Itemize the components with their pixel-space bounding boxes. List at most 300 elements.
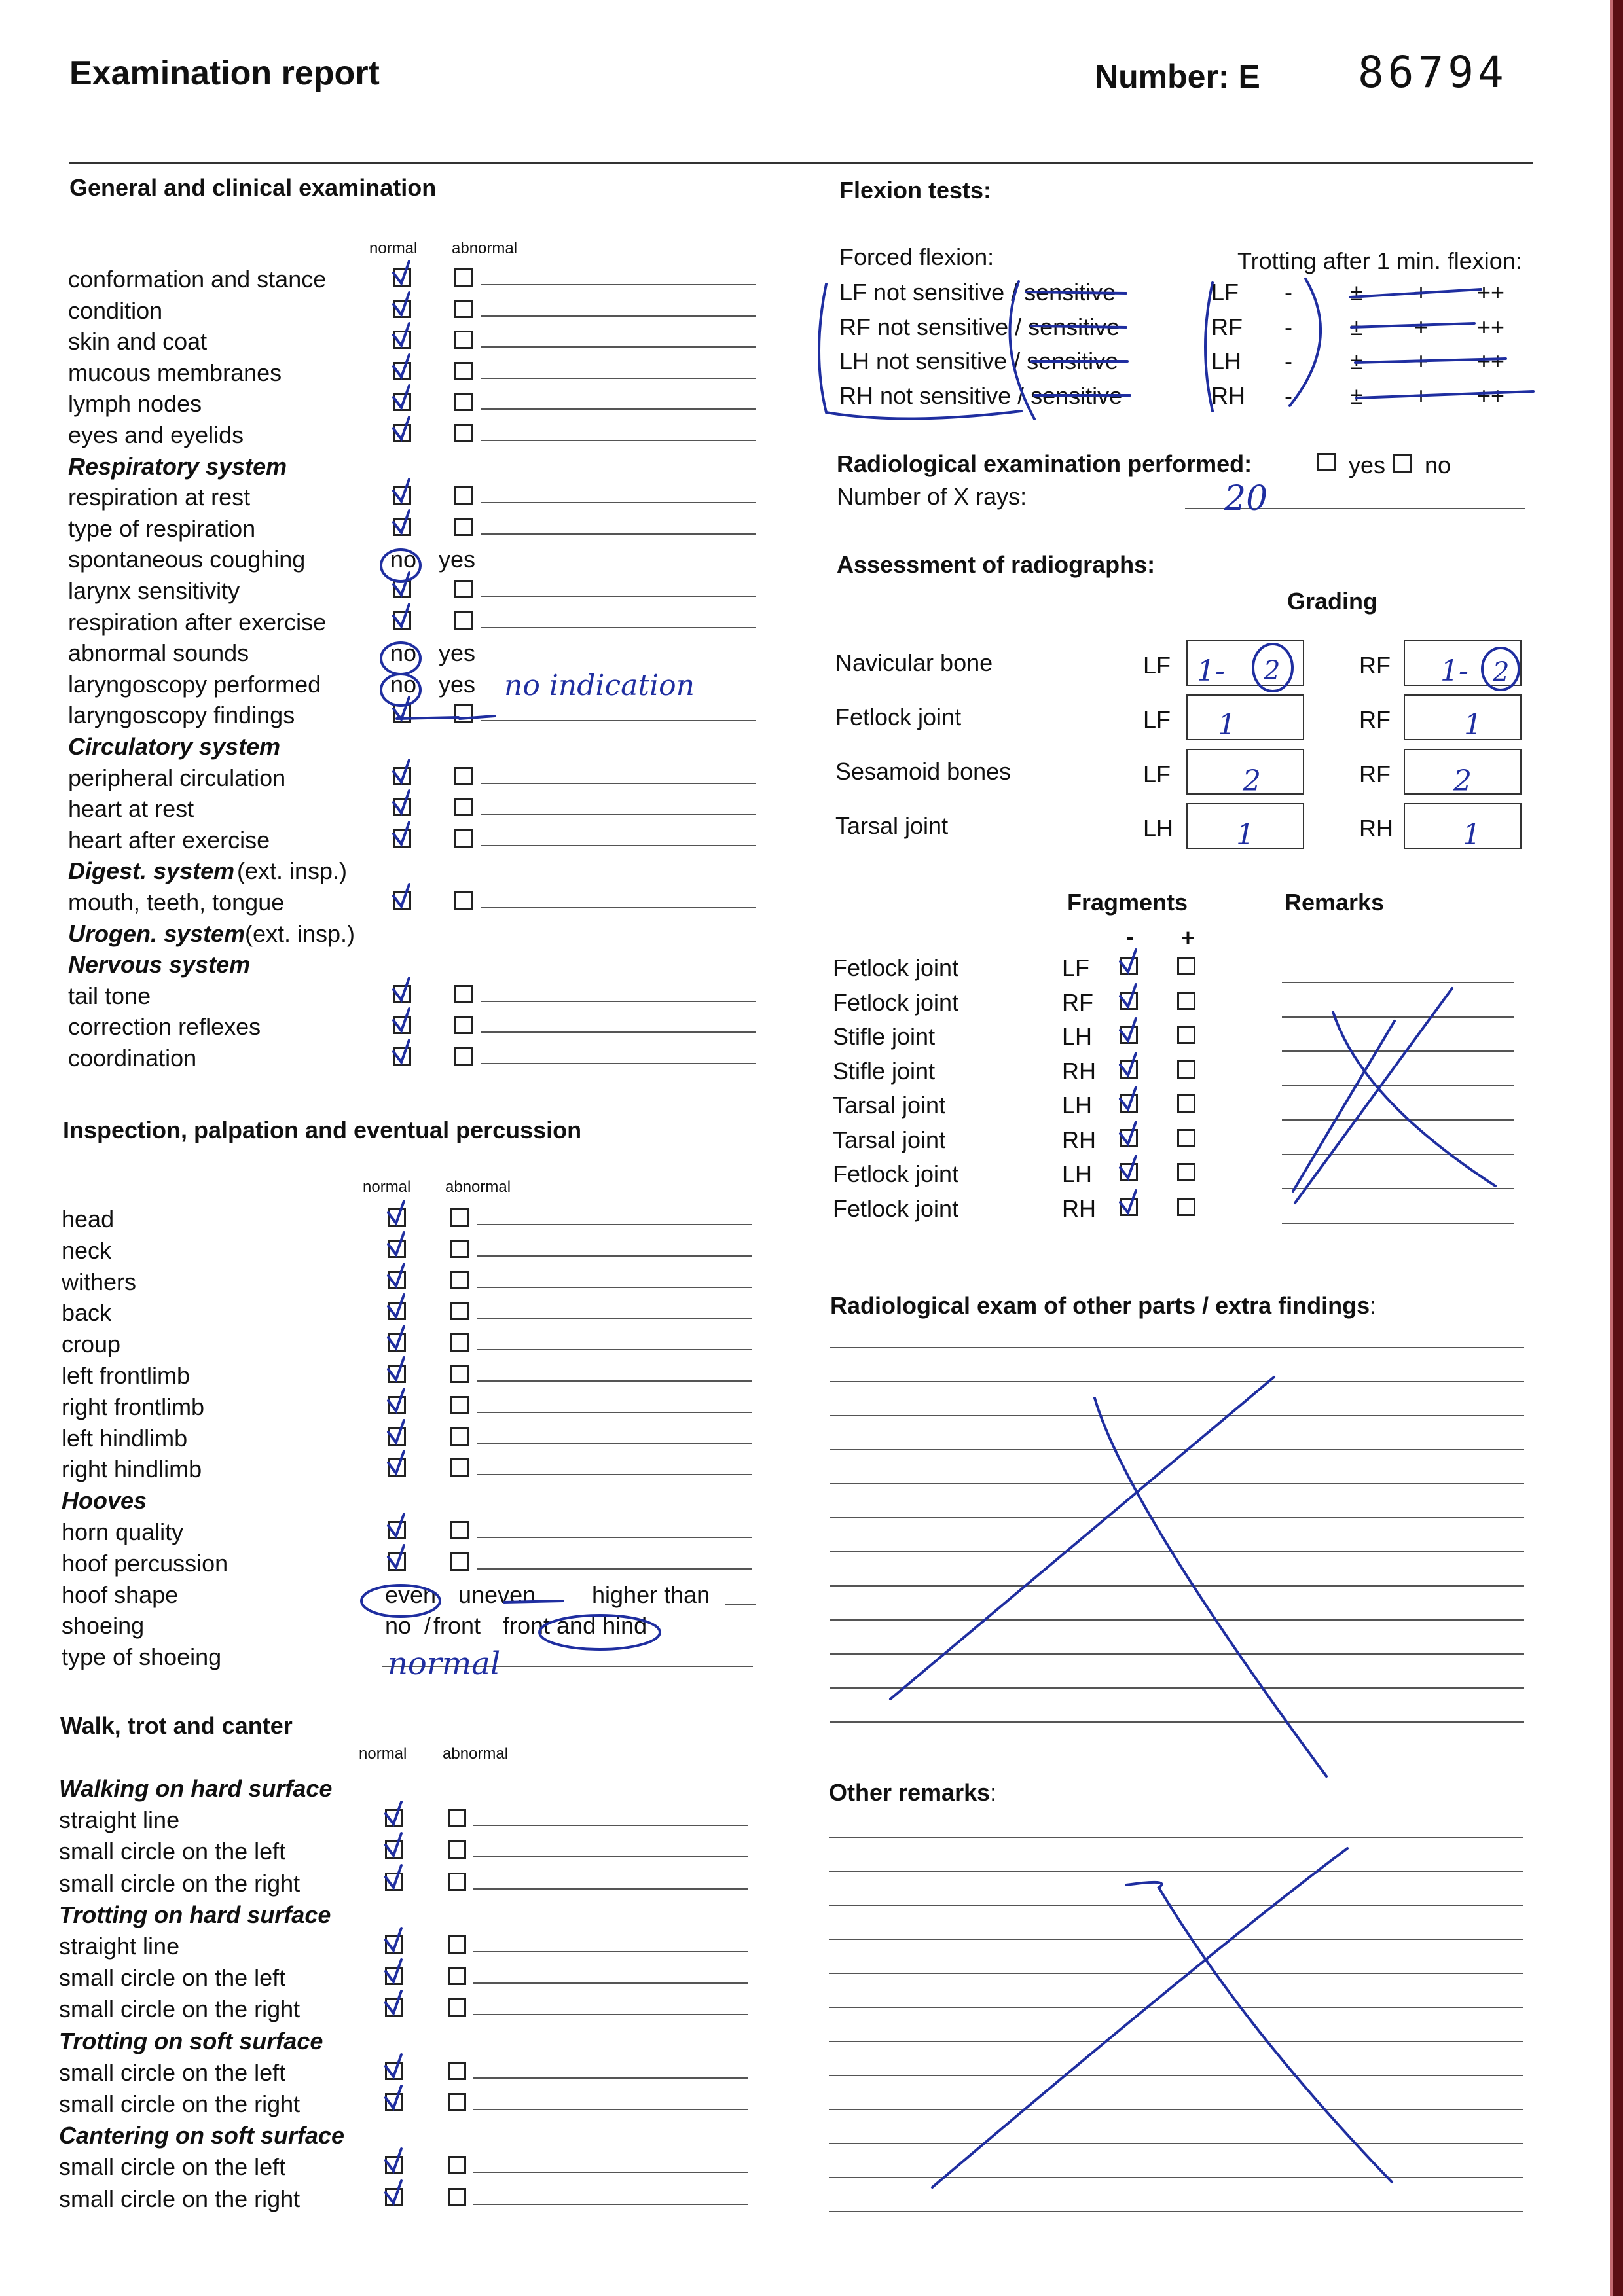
gait-item-label: straight line (59, 1806, 180, 1834)
scale-plus[interactable]: + (1414, 348, 1429, 374)
abnormal-checkbox[interactable] (454, 891, 473, 910)
fragment-plus-checkbox[interactable] (1177, 1094, 1195, 1113)
fragment-item-label: Fetlock joint (833, 1160, 959, 1187)
normal-checkbox[interactable] (388, 1396, 406, 1414)
fragment-leg: RF (1062, 988, 1093, 1016)
gait-item-label: small circle on the right (59, 2185, 301, 2212)
fragment-plus-checkbox[interactable] (1177, 1026, 1195, 1044)
abnormal-note-line[interactable] (477, 1443, 752, 1444)
section-title-inspection: Inspection, palpation and eventual percussion (63, 1117, 582, 1143)
normal-checkbox[interactable] (388, 1271, 406, 1289)
grading-right-box[interactable] (1404, 803, 1522, 849)
fragment-leg: LH (1062, 1092, 1093, 1119)
ruled-line[interactable] (829, 1939, 1523, 1940)
grading-right-box[interactable] (1404, 640, 1522, 686)
abnormal-checkbox[interactable] (454, 1047, 473, 1066)
normal-checkbox[interactable] (393, 798, 411, 816)
abnormal-note-line[interactable] (481, 907, 756, 908)
abnormal-checkbox[interactable] (454, 424, 473, 442)
fragment-plus-checkbox[interactable] (1177, 1163, 1195, 1181)
scale-plus[interactable]: + (1414, 279, 1429, 306)
remarks-line[interactable] (1282, 1223, 1514, 1224)
abnormal-checkbox[interactable] (450, 1302, 469, 1320)
abnormal-note-line[interactable] (477, 1318, 752, 1319)
grading-left-box[interactable] (1186, 749, 1304, 795)
fragment-minus-checkbox[interactable] (1120, 1129, 1138, 1147)
abnormal-checkbox[interactable] (450, 1521, 469, 1539)
abnormal-note-line[interactable] (477, 1412, 752, 1413)
grading-right-leg: RF (1359, 706, 1391, 733)
exam-item-label: lymph nodes (68, 390, 202, 418)
grading-right-box[interactable] (1404, 694, 1522, 740)
fragment-minus-checkbox[interactable] (1120, 992, 1138, 1010)
abnormal-note-line[interactable] (473, 1888, 748, 1890)
abnormal-checkbox[interactable] (454, 362, 473, 380)
ruled-line[interactable] (829, 1837, 1523, 1838)
abnormal-checkbox[interactable] (448, 1840, 466, 1859)
xrays-value[interactable]: 20 (1224, 479, 1268, 518)
col-abnormal: abnormal (452, 240, 518, 257)
ruled-line[interactable] (830, 1653, 1524, 1655)
remarks-cross (1293, 988, 1495, 1203)
abnormal-note-line[interactable] (481, 408, 756, 410)
abnormal-checkbox[interactable] (448, 1998, 466, 2017)
grading-left-box[interactable] (1186, 640, 1304, 686)
other-parts-label: Radiological exam of other parts / extra findings: (830, 1292, 1377, 1319)
normal-checkbox[interactable] (388, 1365, 406, 1383)
exam-item-label: heart after exercise (68, 826, 270, 853)
scale-minus[interactable]: - (1285, 348, 1292, 374)
abnormal-checkbox[interactable] (450, 1271, 469, 1289)
ruled-line[interactable] (830, 1551, 1524, 1552)
abnormal-note-line[interactable] (481, 814, 756, 815)
svg-text:2: 2 (1453, 764, 1472, 798)
page-edge-highlight (1610, 0, 1613, 2296)
exam-item-label: eyes and eyelids (68, 422, 244, 448)
svg-text:1: 1 (1463, 818, 1481, 852)
trotting-leg-label: LH (1211, 348, 1242, 374)
normal-checkbox[interactable] (385, 2093, 403, 2111)
page-title: Examination report (69, 54, 380, 92)
fragment-item-label: Stifle joint (833, 1023, 936, 1050)
remarks-line[interactable] (1282, 982, 1514, 983)
normal-checkbox[interactable] (388, 1208, 406, 1227)
header-divider (69, 162, 1533, 164)
fragment-minus-checkbox[interactable] (1120, 1026, 1138, 1044)
abnormal-note-line[interactable] (477, 1255, 752, 1257)
grading-right-leg: RF (1359, 652, 1391, 679)
exam-item-label: spontaneous coughing (68, 546, 306, 573)
scale-double-plus[interactable]: ++ (1477, 279, 1505, 306)
scale-double-plus[interactable]: ++ (1477, 313, 1505, 340)
abnormal-checkbox[interactable] (454, 704, 473, 723)
normal-checkbox[interactable] (393, 518, 411, 536)
svg-text:1-: 1- (1440, 655, 1468, 688)
abnormal-note-line[interactable] (473, 1951, 748, 1952)
subsection-heading: Nervous system (68, 951, 251, 978)
ruled-line[interactable] (829, 1973, 1523, 1974)
subsection-heading: Digest. system (68, 857, 235, 885)
fragment-plus-checkbox[interactable] (1177, 1198, 1195, 1216)
abnormal-checkbox[interactable] (454, 611, 473, 630)
abnormal-note-line[interactable] (477, 1224, 752, 1225)
svg-text:1: 1 (1218, 708, 1236, 742)
hoof-higher-line[interactable] (725, 1604, 756, 1605)
fragment-minus-checkbox[interactable] (1120, 957, 1138, 975)
normal-checkbox[interactable] (385, 1935, 403, 1954)
radiology-no-checkbox[interactable] (1393, 454, 1412, 473)
abnormal-note-line[interactable] (481, 533, 756, 535)
normal-checkbox[interactable] (393, 891, 411, 910)
abnormal-checkbox[interactable] (454, 1016, 473, 1034)
abnormal-note-line[interactable] (477, 1568, 752, 1570)
fragment-plus-checkbox[interactable] (1177, 992, 1195, 1010)
exam-item-label: mucous membranes (68, 359, 282, 386)
abnormal-checkbox[interactable] (454, 767, 473, 785)
abnormal-checkbox[interactable] (454, 393, 473, 411)
option-no[interactable]: no (390, 670, 417, 698)
fragment-plus-checkbox[interactable] (1177, 1060, 1195, 1079)
ruled-line[interactable] (830, 1585, 1524, 1587)
fragment-item-label: Tarsal joint (833, 1092, 946, 1119)
normal-checkbox[interactable] (393, 331, 411, 349)
normal-checkbox[interactable] (393, 268, 411, 287)
grading-left-leg: LH (1143, 815, 1174, 842)
normal-checkbox[interactable] (385, 2188, 403, 2206)
gait-item-label: small circle on the right (59, 1996, 301, 2023)
normal-checkbox[interactable] (393, 1047, 411, 1066)
option-yes[interactable]: yes (439, 546, 476, 573)
exam-item-label: tail tone (68, 982, 151, 1009)
trotting-right-bracket (1290, 279, 1321, 406)
normal-checkbox[interactable] (393, 300, 411, 318)
ruled-line[interactable] (830, 1415, 1524, 1416)
remarks-line[interactable] (1282, 1050, 1514, 1052)
fragment-item-label: Stifle joint (833, 1057, 936, 1085)
normal-checkbox[interactable] (388, 1458, 406, 1477)
forced-flexion-row[interactable]: LF not sensitive / sensitive (839, 279, 1116, 306)
abnormal-note-line[interactable] (481, 720, 756, 721)
ruled-line[interactable] (829, 1871, 1523, 1872)
abnormal-note-line[interactable] (481, 315, 756, 317)
abnormal-note-line[interactable] (481, 502, 756, 503)
ruled-line[interactable] (829, 2075, 1523, 2076)
ruled-line[interactable] (829, 2007, 1523, 2008)
exam-item-label: conformation and stance (68, 266, 327, 293)
radiology-yes-checkbox[interactable] (1317, 453, 1336, 471)
grading-item-label: Navicular bone (835, 649, 993, 676)
abnormal-note-line[interactable] (481, 1031, 756, 1033)
normal-checkbox[interactable] (393, 704, 411, 723)
abnormal-checkbox[interactable] (448, 2188, 466, 2206)
abnormal-checkbox[interactable] (454, 985, 473, 1003)
abnormal-note-line[interactable] (477, 1287, 752, 1288)
ruled-line[interactable] (829, 2143, 1523, 2144)
normal-checkbox[interactable] (393, 611, 411, 630)
section-title-gait: Walk, trot and canter (60, 1712, 293, 1739)
abnormal-note-line[interactable] (481, 627, 756, 628)
abnormal-checkbox[interactable] (448, 2093, 466, 2111)
abnormal-note-line[interactable] (473, 2204, 748, 2205)
scale-plus[interactable]: + (1414, 313, 1429, 340)
remarks-line[interactable] (1282, 1016, 1514, 1018)
radiology-no-label: no (1425, 452, 1451, 478)
abnormal-checkbox[interactable] (448, 1873, 466, 1891)
forced-flexion-row[interactable]: RH not sensitive / sensitive (839, 382, 1123, 409)
ruled-line[interactable] (829, 2041, 1523, 2042)
fragment-item-label: Fetlock joint (833, 988, 959, 1016)
exam-item-label: laryngoscopy findings (68, 702, 295, 729)
abnormal-checkbox[interactable] (448, 2156, 466, 2174)
abnormal-note-line[interactable] (481, 1001, 756, 1002)
fragment-minus-checkbox[interactable] (1120, 1060, 1138, 1079)
abnormal-checkbox[interactable] (454, 486, 473, 505)
other-remarks-label: Other remarks: (829, 1779, 997, 1806)
fragment-leg: RH (1062, 1126, 1096, 1153)
exam-item-label: abnormal sounds (68, 639, 249, 667)
fragment-minus-checkbox[interactable] (1120, 1198, 1138, 1216)
exam-item-label: peripheral circulation (68, 764, 286, 791)
exam-item-label: coordination (68, 1045, 197, 1071)
forced-flexion-row[interactable]: RF not sensitive / sensitive (839, 313, 1120, 340)
trotting-flexion-label: Trotting after 1 min. flexion: (1237, 247, 1522, 274)
normal-checkbox[interactable] (385, 1809, 403, 1827)
scale-minus[interactable]: - (1285, 279, 1292, 306)
abnormal-note-line[interactable] (473, 2109, 748, 2110)
subsection-heading: Cantering on soft surface (59, 2122, 345, 2149)
abnormal-note-line[interactable] (481, 596, 756, 597)
abnormal-checkbox[interactable] (448, 2062, 466, 2080)
exam-item-suffix: (ext. insp.) (245, 920, 356, 947)
abnormal-note-line[interactable] (473, 1856, 748, 1857)
grading-right-box[interactable] (1404, 749, 1522, 795)
inspection-item-label: croup (62, 1331, 121, 1358)
ruled-line[interactable] (829, 1905, 1523, 1906)
normal-checkbox[interactable] (393, 580, 411, 598)
ruled-line[interactable] (829, 2211, 1523, 2212)
abnormal-checkbox[interactable] (450, 1396, 469, 1414)
ruled-line[interactable] (830, 1687, 1524, 1689)
trotting-leg-label: RH (1211, 382, 1245, 409)
normal-checkbox[interactable] (388, 1240, 406, 1258)
fragment-plus-checkbox[interactable] (1177, 1129, 1195, 1147)
fragment-leg: LF (1062, 954, 1090, 981)
scale-plus-minus[interactable]: ± (1350, 313, 1363, 340)
abnormal-note-line[interactable] (481, 440, 756, 441)
shoeing-front-option[interactable]: front (433, 1612, 481, 1640)
ruled-line[interactable] (830, 1483, 1524, 1484)
abnormal-note-line[interactable] (477, 1474, 752, 1475)
remarks-line[interactable] (1282, 1154, 1514, 1155)
xrays-label: Number of X rays: (837, 483, 1027, 510)
abnormal-note-line[interactable] (477, 1380, 752, 1382)
remarks-line[interactable] (1282, 1188, 1514, 1189)
normal-checkbox[interactable] (388, 1427, 406, 1446)
inspection-item-label: hoof shape (62, 1581, 179, 1608)
grading-left-leg: LF (1143, 652, 1171, 679)
svg-text:normal: normal (388, 1645, 501, 1682)
normal-checkbox[interactable] (385, 1967, 403, 1985)
abnormal-note-line[interactable] (477, 1537, 752, 1538)
normal-checkbox[interactable] (393, 985, 411, 1003)
normal-checkbox[interactable] (388, 1552, 406, 1571)
scale-plus[interactable]: + (1414, 382, 1429, 409)
normal-checkbox[interactable] (388, 1333, 406, 1352)
abnormal-checkbox[interactable] (454, 300, 473, 318)
normal-checkbox[interactable] (385, 1840, 403, 1859)
inspection-item-label: type of shoeing (62, 1643, 222, 1671)
remarks-line[interactable] (1282, 1085, 1514, 1086)
hoof-even-option[interactable]: even (385, 1581, 437, 1608)
forced-flexion-row[interactable]: LH not sensitive / sensitive (839, 348, 1119, 374)
fragment-plus-checkbox[interactable] (1177, 957, 1195, 975)
gait-item-label: small circle on the right (59, 2090, 301, 2117)
grading-item-label: Sesamoid bones (835, 758, 1012, 785)
normal-checkbox[interactable] (393, 1016, 411, 1034)
abnormal-note-line[interactable] (481, 845, 756, 846)
gait-item-label: small circle on the left (59, 2153, 286, 2181)
abnormal-checkbox[interactable] (454, 829, 473, 848)
subsection-heading: Respiratory system (68, 452, 287, 480)
normal-checkbox[interactable] (388, 1521, 406, 1539)
abnormal-note-line[interactable] (481, 783, 756, 784)
abnormal-note-line[interactable] (473, 2014, 748, 2015)
ruled-line[interactable] (830, 1347, 1524, 1348)
normal-checkbox[interactable] (393, 829, 411, 848)
scale-double-plus[interactable]: ++ (1477, 348, 1505, 374)
svg-text:1: 1 (1236, 818, 1254, 852)
ruled-line[interactable] (830, 1449, 1524, 1450)
abnormal-note-line[interactable] (477, 1349, 752, 1350)
abnormal-checkbox[interactable] (454, 580, 473, 598)
option-yes[interactable]: yes (439, 639, 476, 667)
abnormal-checkbox[interactable] (454, 798, 473, 816)
section-title-general: General and clinical examination (69, 174, 437, 201)
gait-item-label: small circle on the left (59, 1838, 286, 1865)
abnormal-note-line[interactable] (481, 378, 756, 379)
fragment-leg: RH (1062, 1057, 1096, 1085)
shoeing-both-option[interactable]: front and hind (503, 1612, 647, 1640)
subsection-heading: Trotting on hard surface (59, 1901, 331, 1928)
grading-left-box[interactable] (1186, 803, 1304, 849)
normal-checkbox[interactable] (385, 1998, 403, 2017)
scale-double-plus[interactable]: ++ (1477, 382, 1505, 409)
grading-label: Grading (1287, 588, 1378, 615)
option-no[interactable]: no (390, 639, 417, 667)
shoeing-separator: / (424, 1612, 431, 1640)
gait-item-label: small circle on the left (59, 1964, 286, 1992)
grading-right-leg: RF (1359, 761, 1391, 787)
fragment-minus-checkbox[interactable] (1120, 1163, 1138, 1181)
col-abnormal-gait: abnormal (443, 1745, 509, 1763)
exam-item-label: type of respiration (68, 514, 256, 542)
ruled-line[interactable] (830, 1381, 1524, 1382)
grading-item-label: Fetlock joint (835, 704, 962, 730)
col-normal-inspection: normal (363, 1178, 411, 1196)
remarks-line[interactable] (1282, 1119, 1514, 1121)
trotting-leg-label: LF (1211, 279, 1239, 306)
trotting-leg-label: RF (1211, 313, 1243, 340)
abnormal-checkbox[interactable] (454, 268, 473, 287)
normal-checkbox[interactable] (385, 2062, 403, 2080)
normal-checkbox[interactable] (385, 2156, 403, 2174)
grading-left-box[interactable] (1186, 694, 1304, 740)
remarks-label: Remarks (1285, 889, 1385, 916)
ruled-line[interactable] (830, 1619, 1524, 1621)
exam-item-label: respiration at rest (68, 484, 251, 511)
abnormal-checkbox[interactable] (450, 1458, 469, 1477)
gait-item-label: straight line (59, 1933, 180, 1960)
section-title-flexion: Flexion tests: (839, 177, 992, 204)
abnormal-note-line[interactable] (481, 346, 756, 348)
scale-minus[interactable]: - (1285, 313, 1292, 340)
inspection-item-label: neck (62, 1236, 112, 1264)
abnormal-checkbox[interactable] (448, 1935, 466, 1954)
abnormal-checkbox[interactable] (454, 331, 473, 349)
option-yes[interactable]: yes (439, 670, 476, 698)
svg-text:1-: 1- (1197, 655, 1225, 688)
abnormal-checkbox[interactable] (448, 1967, 466, 1985)
abnormal-checkbox[interactable] (450, 1240, 469, 1258)
abnormal-note-line[interactable] (473, 1982, 748, 1984)
gait-item-label: small circle on the left (59, 2058, 286, 2086)
abnormal-note-line[interactable] (473, 2172, 748, 2173)
normal-checkbox[interactable] (393, 362, 411, 380)
hoof-uneven-option[interactable]: uneven (458, 1581, 536, 1608)
fragment-item-label: Fetlock joint (833, 954, 959, 981)
scale-plus-minus[interactable]: ± (1350, 279, 1363, 306)
option-no[interactable]: no (390, 546, 417, 573)
abnormal-checkbox[interactable] (450, 1552, 469, 1571)
scale-plus-minus[interactable]: ± (1350, 382, 1363, 409)
scale-plus-minus[interactable]: ± (1350, 348, 1363, 374)
normal-checkbox[interactable] (385, 1873, 403, 1891)
grading-left-leg: LF (1143, 761, 1171, 787)
abnormal-checkbox[interactable] (450, 1208, 469, 1227)
hoof-higher-option: higher than (592, 1581, 710, 1608)
normal-checkbox[interactable] (393, 393, 411, 411)
ruled-line[interactable] (829, 2177, 1523, 2178)
normal-checkbox[interactable] (393, 424, 411, 442)
abnormal-checkbox[interactable] (448, 1809, 466, 1827)
shoeing-no-option[interactable]: no (385, 1612, 412, 1640)
normal-checkbox[interactable] (393, 486, 411, 505)
shoeing-type-line[interactable] (382, 1666, 753, 1667)
abnormal-checkbox[interactable] (450, 1427, 469, 1446)
normal-checkbox[interactable] (393, 767, 411, 785)
subsection-heading: Trotting on soft surface (59, 2027, 323, 2054)
abnormal-note-line[interactable] (481, 284, 756, 285)
ruled-line[interactable] (830, 1721, 1524, 1723)
abnormal-checkbox[interactable] (450, 1365, 469, 1383)
normal-checkbox[interactable] (388, 1302, 406, 1320)
inspection-item-label: head (62, 1206, 115, 1232)
abnormal-checkbox[interactable] (454, 518, 473, 536)
fragment-leg: RH (1062, 1194, 1096, 1222)
inspection-item-label: right frontlimb (62, 1393, 205, 1420)
col-normal-gait: normal (359, 1745, 407, 1763)
abnormal-note-line[interactable] (473, 1825, 748, 1826)
fragment-leg: LH (1062, 1160, 1093, 1187)
abnormal-note-line[interactable] (473, 2077, 748, 2079)
ruled-line[interactable] (830, 1517, 1524, 1518)
fragment-minus-checkbox[interactable] (1120, 1094, 1138, 1113)
abnormal-note-line[interactable] (481, 1063, 756, 1064)
scale-minus[interactable]: - (1285, 382, 1292, 409)
abnormal-checkbox[interactable] (450, 1333, 469, 1352)
ruled-line[interactable] (829, 2109, 1523, 2110)
svg-text:2: 2 (1243, 764, 1261, 798)
